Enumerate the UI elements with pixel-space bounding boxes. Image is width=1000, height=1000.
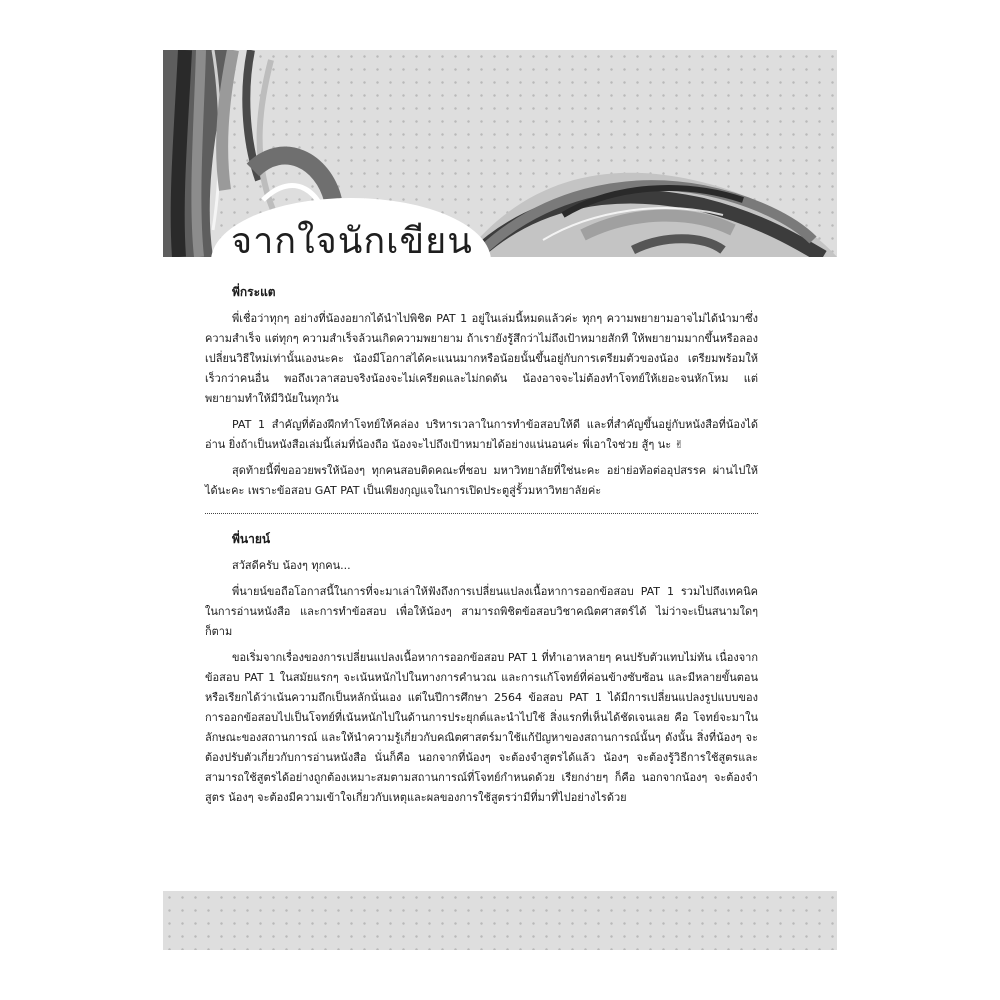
content	[205, 283, 758, 814]
paragraph: PAT 1 สำคัญที่ต้องฝึกทำโจทย์ให้คล่อง บริหารเวลาในการทำข้อสอบให้ดี และที่สำคัญขึ้นอยู่กับหนังสือที่น้องได้อ่าน ยิ่งถ้าเป็นหนังสือเล่มนี้เล่มที่น้องถือ น้องจะไปถึงเป้าหมายได้อย่างแน่นอนค่ะ พี่เอาใจช่วย สู้ๆ นะ ✌	[205, 418, 758, 451]
header-decoration	[163, 50, 837, 257]
author-heading: พี่นายน์	[232, 532, 271, 546]
book-page	[163, 50, 837, 950]
page-title: จากใจนักเขียน	[231, 221, 473, 257]
paragraph: พี่นายน์ขอถือโอกาสนี้ในการที่จะมาเล่าให้ฟังถึงการเปลี่ยนแปลงเนื้อหาการออกข้อสอบ PAT 1 รวมไปถึงเทคนิคในการอ่านหนังสือ และการทำข้อสอบ เพื่อให้น้องๆ สามารถพิชิตข้อสอบวิชาคณิตศาสตร์ได้ ไม่ว่าจะเป็นสนามใดๆ ก็ตาม	[205, 585, 758, 638]
paragraph: สวัสดีครับ น้องๆ ทุกคน...	[232, 559, 351, 572]
author-heading: พี่กระแต	[232, 285, 276, 299]
footer-decoration	[163, 891, 837, 950]
paragraph: สุดท้ายนี้พี่ขออวยพรให้น้องๆ ทุกคนสอบติดคณะที่ชอบ มหาวิทยาลัยที่ใช่นะคะ อย่าย่อท้อต่ออุปสรรค ผ่านไปให้ได้นะคะ เพราะข้อสอบ GAT PAT เป็นเพียงกุญแจในการเปิดประตูสู่รั้วมหาวิทยาลัยค่ะ	[205, 464, 758, 497]
paragraph: พี่เชื่อว่าทุกๆ อย่างที่น้องอยากได้นำไปพิชิต PAT 1 อยู่ในเล่มนี้หมดแล้วค่ะ ทุกๆ ความพยายามอาจไม่ได้นำมาซึ่งความสำเร็จ แต่ทุกๆ ความสำเร็จล้วนเกิดความพยายาม ถ้าเรายังรู้สึกว่าไม่ถึงเป้าหมายสักที ให้พยายามมากขึ้นหรือลองเปลี่ยนวิธีใหม่เท่านั้นเองนะคะ น้องมีโอกาสได้คะแนนมากหรือน้อยนั้นขึ้นอยู่กับการเตรียมตัวของน้อง เตรียมพร้อมให้เร็วกว่าคนอื่น พอถึงเวลาสอบจริงน้องจะไม่เครียดและไม่กดดัน น้องอาจจะไม่ต้องทำโจทย์ให้เยอะจนหักโหม แต่พยายามทำให้มีวินัยในทุกวัน	[205, 312, 758, 405]
dotted-divider	[205, 513, 758, 514]
paragraph: ขอเริ่มจากเรื่องของการเปลี่ยนแปลงเนื้อหาการออกข้อสอบ PAT 1 ที่ทำเอาหลายๆ คนปรับตัวแทบไม่ทัน เนื่องจากข้อสอบ PAT 1 ในสมัยแรกๆ จะเน้นหนักไปในทางการคำนวณ และการแก้โจทย์ที่ค่อนข้างซับซ้อน และมีหลายขั้นตอน หรือเรียกได้ว่าเน้นความถึกเป็นหลักนั่นเอง แต่ในปีการศึกษา 2564 ข้อสอบ PAT 1 ได้มีการเปลี่ยนแปลงรูปแบบของการออกข้อสอบไปเป็นโจทย์ที่เน้นหนักไปในด้านการประยุกต์และนำไปใช้ สิ่งแรกที่เห็นได้ชัดเจนเลย คือ โจทย์จะมาในลักษณะของสถานการณ์ และให้นำความรู้เกี่ยวกับคณิตศาสตร์มาใช้แก้ปัญหาของสถานการณ์นั้นๆ ดังนั้น สิ่งที่น้องๆ จะต้องปรับตัวเกี่ยวกับการอ่านหนังสือ นั่นก็คือ นอกจากที่น้องๆ จะต้องจำสูตรได้แล้ว น้องๆ จะต้องรู้วิธีการใช้สูตรและสามารถใช้สูตรได้อย่างถูกต้องเหมาะสมตามสถานการณ์ที่โจทย์กำหนดด้วย เรียกง่ายๆ ก็คือ นอกจากน้องๆ จะต้องจำสูตร น้องๆ จะต้องมีความเข้าใจเกี่ยวกับเหตุและผลของการใช้สูตรว่ามีที่มาที่ไปอย่างไรด้วย	[205, 651, 758, 804]
